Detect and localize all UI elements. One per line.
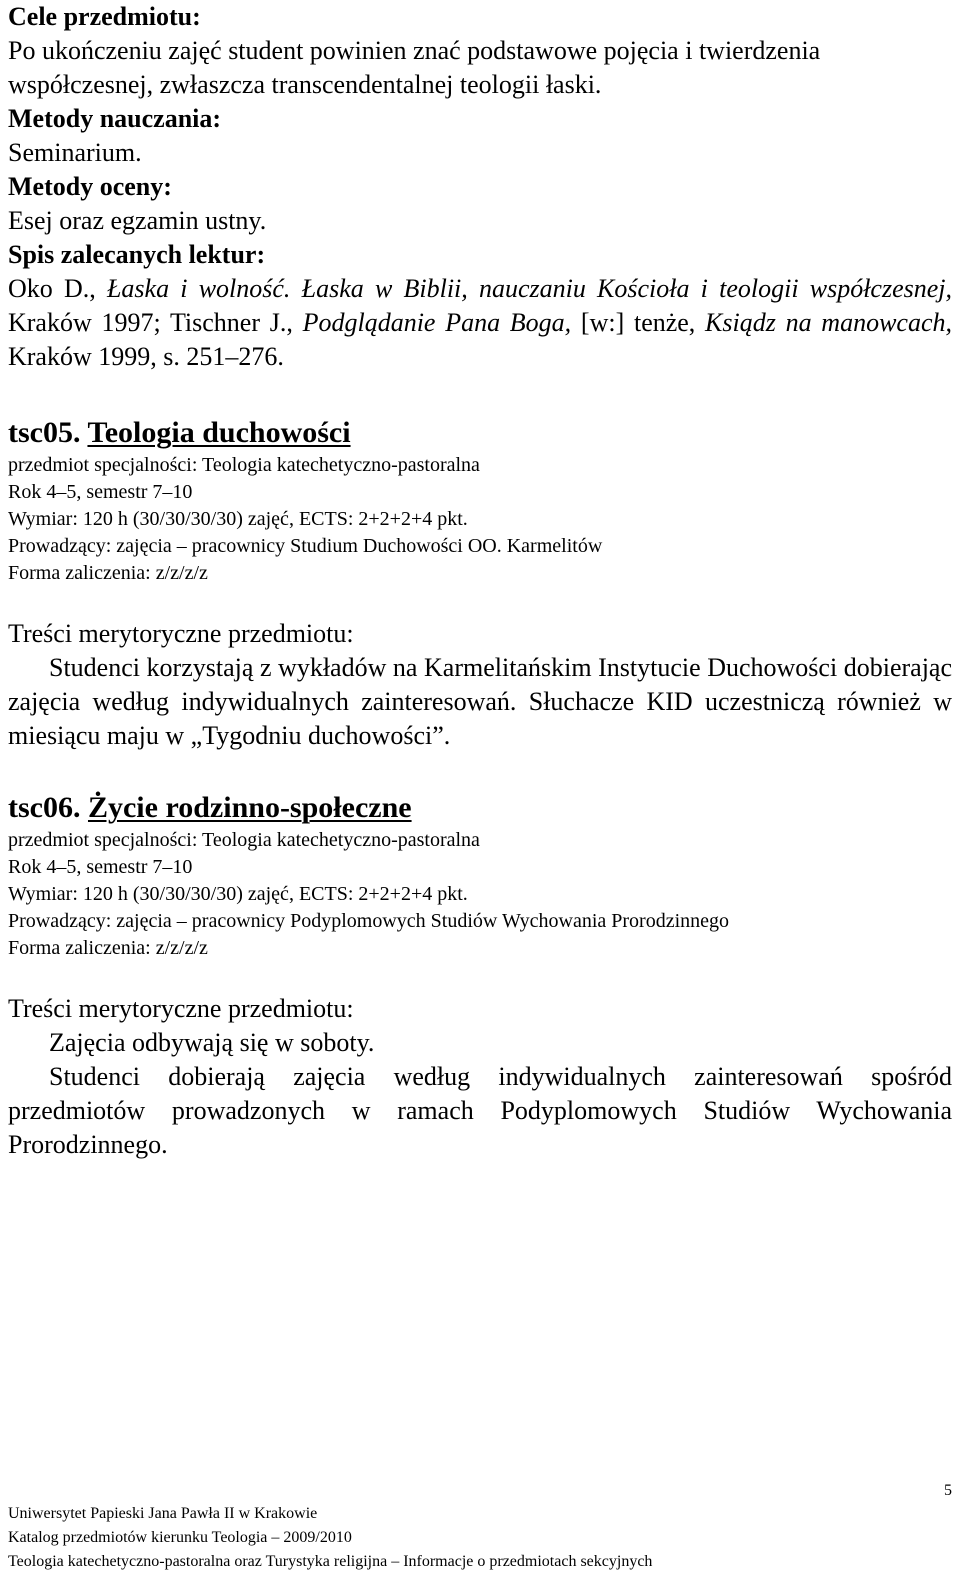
reading-book: Ksiądz na manowcach, — [705, 308, 953, 337]
course2-content-line-2: Studenci dobierają zajęcia według indywidualnych zainteresowań spośród przedmiotów prowadzonych w ramach Podyplomowych Studiów Wychowania Prorodzinnego. — [8, 1062, 952, 1159]
reading-pub-2: Kraków 1999, s. 251–276. — [8, 342, 284, 371]
course1-meta — [8, 452, 952, 587]
reading-in: [w:] tenże, — [580, 308, 696, 337]
course2-title: Życie rodzinno-społeczne — [87, 791, 412, 824]
reading-pub-1: Kraków 1997; Tischner J., — [8, 308, 293, 337]
reading-author-1: Oko D., — [8, 274, 96, 303]
course1-lecturer: Prowadzący: zajęcia – pracownicy Studium Duchowości OO. Karmelitów — [8, 535, 603, 557]
readings-text — [8, 272, 952, 374]
course2-content-heading: Treści merytoryczne przedmiotu: — [8, 994, 354, 1023]
footer-catalog: Katalog przedmiotów kierunku Teologia – 2009/2010 — [8, 1529, 352, 1546]
footer-section: Teologia katechetyczno-pastoralna oraz Turystyka religijna – Informacje o przedmiotach sekcyjnych — [8, 1553, 653, 1570]
document-page — [8, 0, 952, 1162]
course1-specialization: przedmiot specjalności: Teologia katechetyczno-pastoralna — [8, 454, 480, 476]
course2-lecturer: Prowadzący: zajęcia – pracownicy Podyplomowych Studiów Wychowania Prorodzinnego — [8, 910, 730, 932]
course2-heading — [8, 791, 952, 825]
course2-code: tsc06. — [8, 791, 81, 824]
course2-specialization: przedmiot specjalności: Teologia katechetyczno-pastoralna — [8, 829, 480, 851]
course2-content-line-1: Zajęcia odbywają się w soboty. — [49, 1028, 375, 1057]
assessment-text: Esej oraz egzamin ustny. — [8, 206, 267, 235]
page-number: 5 — [944, 1482, 952, 1499]
course1-heading — [8, 416, 952, 450]
methods-heading: Metody nauczania: — [8, 104, 222, 133]
course1-year: Rok 4–5, semestr 7–10 — [8, 481, 193, 503]
objectives-heading: Cele przedmiotu: — [8, 2, 201, 31]
page-footer — [8, 1502, 952, 1574]
objectives-text: Po ukończeniu zajęć student powinien znać podstawowe pojęcia i twierdzenia współczesnej, zwłaszcza transcendentalnej teologii łaski. — [8, 36, 821, 99]
course1-assessment-form: Forma zaliczenia: z/z/z/z — [8, 562, 208, 584]
course1-content-heading: Treści merytoryczne przedmiotu: — [8, 619, 354, 648]
course2-meta — [8, 827, 952, 962]
methods-text: Seminarium. — [8, 138, 142, 167]
course2-scope: Wymiar: 120 h (30/30/30/30) zajęć, ECTS: 2+2+2+4 pkt. — [8, 883, 468, 905]
reading-title-2: Podglądanie Pana Boga, — [302, 308, 572, 337]
course1-code: tsc05. — [8, 416, 81, 449]
course2-year: Rok 4–5, semestr 7–10 — [8, 856, 193, 878]
course1-scope: Wymiar: 120 h (30/30/30/30) zajęć, ECTS: 2+2+2+4 pkt. — [8, 508, 468, 530]
course1-content: Studenci korzystają z wykładów na Karmelitańskim Instytucie Duchowości dobierając zajęcia według indywidualnych zainteresowań. Słuchacze KID uczestniczą również w miesiącu maju w „Tygodniu duchowości”. — [8, 653, 952, 750]
assessment-heading: Metody oceny: — [8, 172, 172, 201]
readings-heading: Spis zalecanych lektur: — [8, 240, 266, 269]
reading-title-1: Łaska i wolność. Łaska w Biblii, nauczaniu Kościoła i teologii współczesnej, — [106, 274, 953, 303]
course1-title: Teologia duchowości — [87, 416, 351, 449]
course2-assessment-form: Forma zaliczenia: z/z/z/z — [8, 937, 208, 959]
footer-university: Uniwersytet Papieski Jana Pawła II w Krakowie — [8, 1505, 318, 1522]
